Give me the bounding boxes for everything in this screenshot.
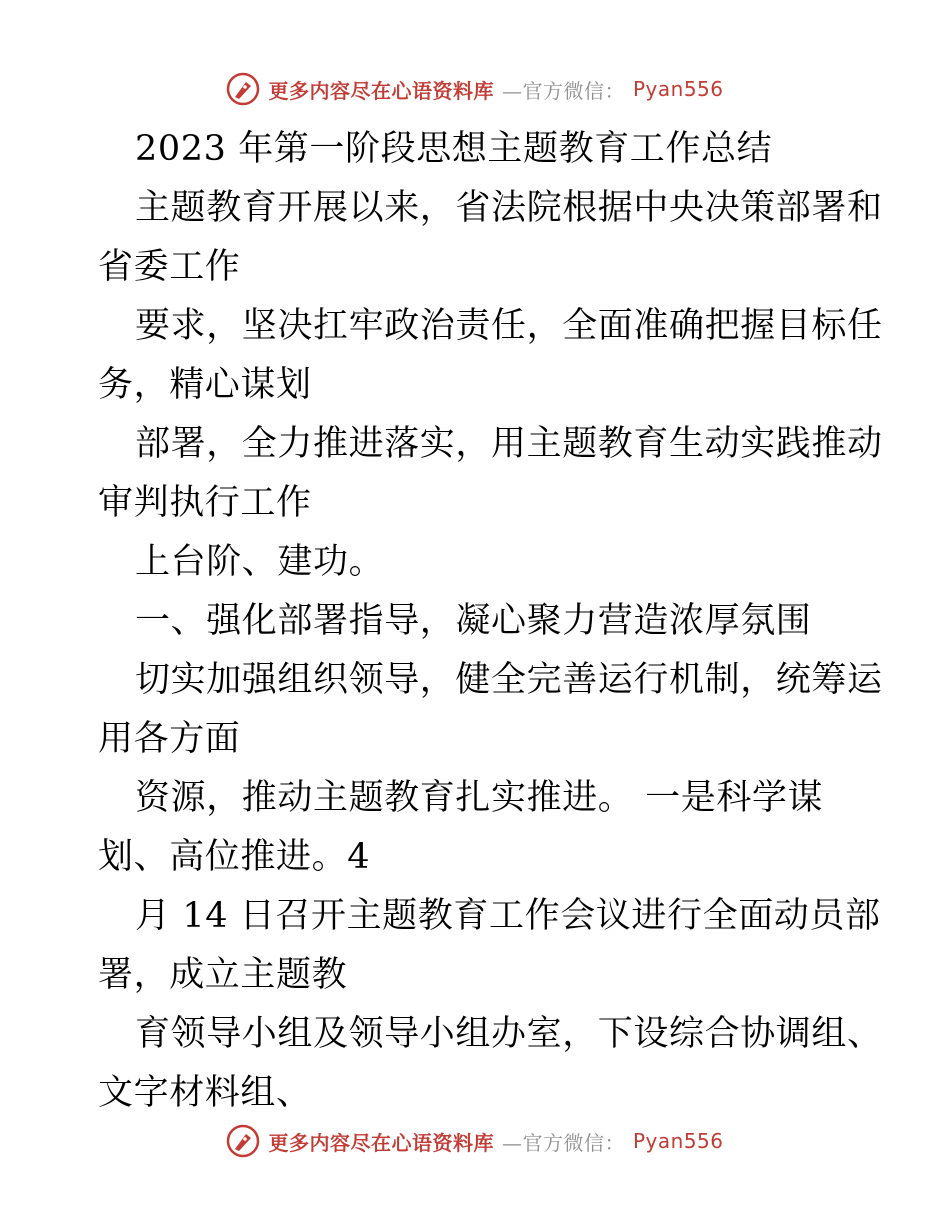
pen-nib-icon xyxy=(226,1124,260,1158)
paragraph-line: 审判执行工作 xyxy=(98,483,312,523)
paragraph-line: 主题教育开展以来，省法院根据中央决策部署和 xyxy=(135,188,883,228)
document-title: 2023 年第一阶段思想主题教育工作总结 xyxy=(135,129,773,169)
paragraph-line: 务，精心谋划 xyxy=(98,365,312,405)
paragraph-line: 省委工作 xyxy=(98,247,241,287)
paragraph-line: 署，成立主题教 xyxy=(98,955,348,995)
banner-wechat-id: Pyan556 xyxy=(632,1129,724,1153)
paragraph-line: 用各方面 xyxy=(98,719,241,759)
paragraph-line: 要求，坚决扛牢政治责任，全面准确把握目标任 xyxy=(135,306,883,346)
paragraph-line: 部署，全力推进落实，用主题教育生动实践推动 xyxy=(135,424,883,464)
banner-site-text: 更多内容尽在心语资料库 xyxy=(268,1130,494,1155)
banner-wechat-label: —官方微信： xyxy=(501,1130,625,1155)
paragraph-line: 划、高位推进。4 xyxy=(98,837,371,877)
paragraph-line: 切实加强组织领导，健全完善运行机制，统筹运 xyxy=(135,660,883,700)
paragraph-line: 月 14 日召开主题教育工作会议进行全面动员部 xyxy=(135,896,881,936)
document-body xyxy=(98,120,883,1123)
paragraph-line: 资源，推动主题教育扎实推进。 一是科学谋 xyxy=(135,778,824,818)
section-heading: 一、强化部署指导，凝心聚力营造浓厚氛围 xyxy=(135,601,812,641)
footer-watermark-banner xyxy=(0,1124,950,1158)
paragraph-line: 育领导小组及领导小组办室，下设综合协调组、 xyxy=(135,1014,883,1054)
header-watermark-banner xyxy=(0,72,950,106)
paragraph-line: 上台阶、建功。 xyxy=(135,542,385,582)
banner-wechat-id: Pyan556 xyxy=(632,77,724,101)
banner-wechat-label: —官方微信： xyxy=(501,78,625,103)
pen-nib-icon xyxy=(226,72,260,106)
banner-site-text: 更多内容尽在心语资料库 xyxy=(268,78,494,103)
paragraph-line: 文字材料组、 xyxy=(98,1073,312,1113)
